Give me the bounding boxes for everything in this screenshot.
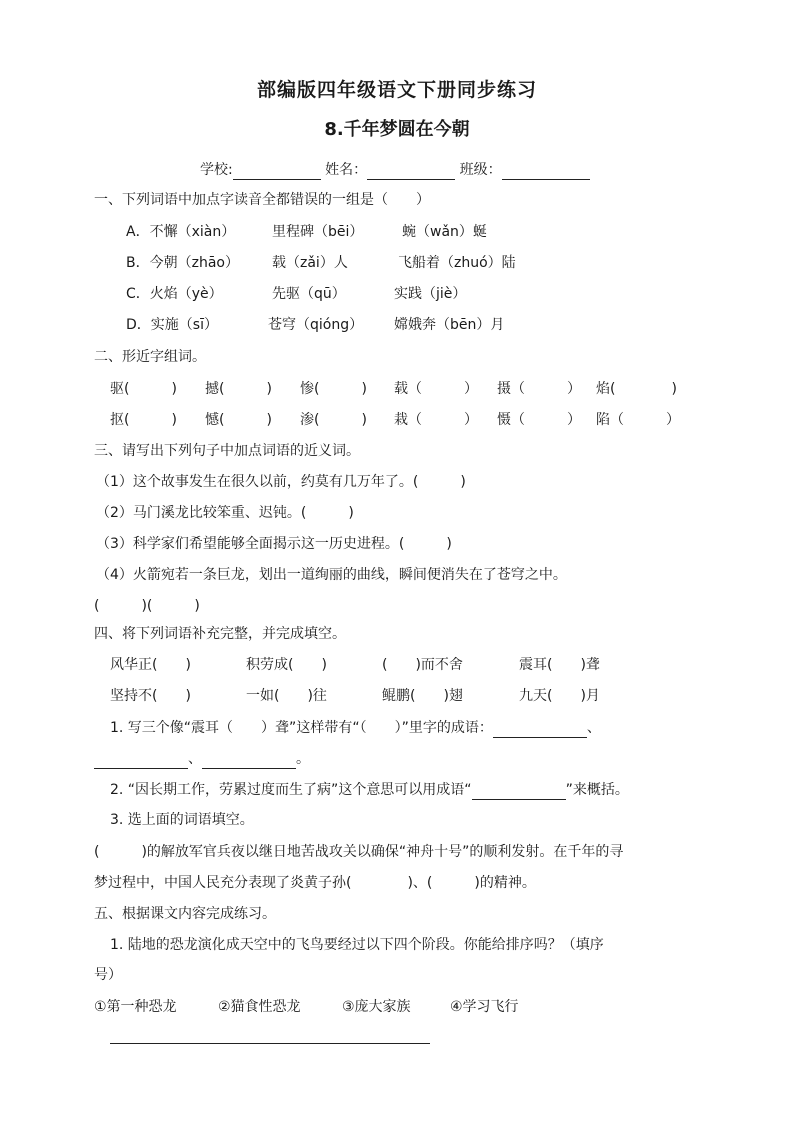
q2-item: 驱( ) <box>110 381 177 397</box>
q4-item: 积劳成( ) <box>246 657 327 673</box>
q4-sub1-end: 。 <box>296 751 310 767</box>
q5-sub1-line-2: 号） <box>94 967 122 983</box>
q2-item: 憾( ) <box>205 412 272 428</box>
class-field[interactable] <box>502 163 590 180</box>
q4-sub1-blank-2[interactable] <box>94 752 188 769</box>
class-label: 班级： <box>459 162 502 178</box>
q4-sub2 <box>110 780 629 800</box>
q5-stage: ②猫食性恐龙 <box>218 999 301 1015</box>
q1-option-d-2: 苍穹（qióng） <box>268 317 364 333</box>
q4-item: 鲲鹏( )翅 <box>382 688 463 704</box>
q4-item: 震耳( )聋 <box>519 657 600 673</box>
q4-item: ( )而不舍 <box>382 657 463 673</box>
q1-option-d-1: D．实施（sī） <box>126 317 218 333</box>
q4-sub1 <box>110 718 601 738</box>
q1-option-a-3: 蜿（wǎn）蜒 <box>402 224 487 240</box>
q2-item: 抠( ) <box>110 412 177 428</box>
q4-sub2-text-b: ”来概括。 <box>565 782 629 798</box>
q5-stage: ④学习飞行 <box>450 999 519 1015</box>
q2-item: 栽（ ） <box>394 412 478 428</box>
q4-heading: 四、将下列词语补充完整，并完成填空。 <box>94 626 346 642</box>
q3-item-4: （4）火箭宛若一条巨龙，划出一道绚丽的曲线，瞬间便消失在了苍穹之中。 <box>96 567 567 583</box>
q1-option-a-1: A．不懈（xiàn） <box>126 224 236 240</box>
q4-item: 一如( )往 <box>246 688 327 704</box>
q3-heading: 三、请写出下列句子中加点词语的近义词。 <box>94 443 360 459</box>
name-field[interactable] <box>367 163 455 180</box>
q4-sub2-blank[interactable] <box>472 783 566 800</box>
q4-para-line-2: 梦过程中，中国人民充分表现了炎黄子孙( )、( )的精神。 <box>94 875 536 891</box>
q2-item: 撼( ) <box>205 381 272 397</box>
q1-option-b-3: 飞船着（zhuó）陆 <box>398 255 516 271</box>
q4-item: 风华正( ) <box>110 657 191 673</box>
q5-sub1-line-1: 1. 陆地的恐龙演化成天空中的飞鸟要经过以下四个阶段。你能给排序吗？（填序 <box>110 937 604 953</box>
q5-answer-line[interactable] <box>110 1043 430 1044</box>
q4-sub1-blank-3[interactable] <box>202 752 296 769</box>
q4-sub1-text: 1. 写三个像“震耳（ ）聋”这样带有“（ ）”里字的成语： <box>110 720 493 736</box>
q1-option-d-3: 嫦娥奔（bēn）月 <box>394 317 505 333</box>
q4-sub1-blank-1[interactable] <box>493 721 587 738</box>
q2-item: 慑（ ） <box>497 412 581 428</box>
page-title: 部编版四年级语文下册同步练习 <box>256 79 537 101</box>
q3-answer-line: ( )( ) <box>94 598 200 614</box>
q5-stage: ③庞大家族 <box>342 999 411 1015</box>
student-info-row <box>200 160 590 180</box>
q2-heading: 二、形近字组词。 <box>94 349 206 365</box>
q2-item: 陷（ ） <box>596 412 680 428</box>
q1-option-c-3: 实践（jiè） <box>394 286 467 302</box>
q2-item: 渗( ) <box>300 412 367 428</box>
q2-item: 惨( ) <box>300 381 367 397</box>
q3-item-1: （1）这个故事发生在很久以前，约莫有几万年了。( ) <box>96 474 466 490</box>
q2-item: 摄（ ） <box>497 381 581 397</box>
q4-sub1-sep: 、 <box>586 720 601 736</box>
name-label: 姓名： <box>325 162 368 178</box>
q3-item-3: （3）科学家们希望能够全面揭示这一历史进程。( ) <box>96 536 452 552</box>
q1-option-a-2: 里程碑（bēi） <box>272 224 364 240</box>
q4-sub1-sep: 、 <box>188 751 202 767</box>
q4-sub1-cont <box>94 749 310 769</box>
q1-option-c-2: 先驱（qū） <box>272 286 346 302</box>
q4-item: 坚持不( ) <box>110 688 191 704</box>
q5-heading: 五、根据课文内容完成练习。 <box>94 906 276 922</box>
q1-option-b-2: 载（zǎi）人 <box>272 255 348 271</box>
q4-sub2-text-a: 2. “因长期工作，劳累过度而生了病”这个意思可以用成语“ <box>110 782 472 798</box>
q2-item: 焰( ) <box>596 381 677 397</box>
school-label: 学校: <box>200 162 233 178</box>
q4-item: 九天( )月 <box>519 688 600 704</box>
q1-option-b-1: B．今朝（zhāo） <box>126 255 239 271</box>
q4-sub3: 3. 选上面的词语填空。 <box>110 812 254 828</box>
q1-heading: 一、下列词语中加点字读音全都错误的一组是（ ） <box>94 192 430 208</box>
page-subtitle: 8.千年梦圆在今朝 <box>324 119 470 140</box>
q1-option-c-1: C．火焰（yè） <box>126 286 223 302</box>
q5-stage: ①第一种恐龙 <box>94 999 177 1015</box>
q4-para-line-1: ( )的解放军官兵夜以继日地苦战攻关以确保“神舟十号”的顺利发射。在千年的寻 <box>94 844 624 860</box>
q3-item-2: （2）马门溪龙比较笨重、迟钝。( ) <box>96 505 354 521</box>
q2-item: 载（ ） <box>394 381 478 397</box>
school-field[interactable] <box>233 163 321 180</box>
